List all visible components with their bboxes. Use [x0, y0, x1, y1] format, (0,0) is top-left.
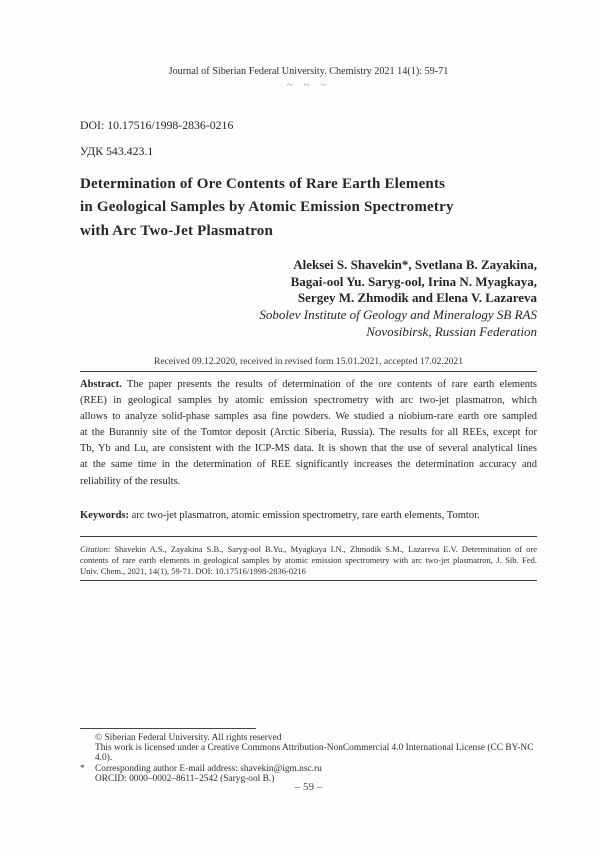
author-line: Aleksei S. Shavekin*, Svetlana B. Zayakina, — [293, 257, 537, 272]
keywords-line — [80, 508, 537, 524]
doi-line: DOI: 10.17516/1998-2836-0216 — [80, 118, 234, 132]
abstract-line — [80, 377, 537, 393]
paper-title-line: in Geological Samples by Atomic Emission Spectrometry — [80, 199, 454, 216]
abstract-text: The paper presents the results of determination of the ore contents of rare earth elements — [126, 379, 538, 390]
divider-line — [80, 580, 537, 581]
header-ornament: ~ ~ ~ — [286, 79, 331, 91]
license-line: This work is licensed under a Creative Commons Attribution-NonCommercial 4.0 International License (CC BY-NC 4.0). — [95, 743, 534, 764]
paper-title-line: Determination of Ore Contents of Rare Earth Elements — [80, 176, 446, 192]
affiliation-line: Novosibirsk, Russian Federation — [366, 323, 537, 339]
divider-line — [80, 536, 537, 537]
author-line: Bagai-ool Yu. Saryg-ool, Irina N. Myagkaya, — [290, 273, 537, 289]
paper-title — [80, 173, 537, 243]
citation-line — [80, 544, 537, 555]
orcid-line: ORCID: 0000–0002–8611–2542 (Saryg-ool B.) — [95, 773, 275, 784]
paper-title-line: with Arc Two-Jet Plasmatron — [80, 222, 274, 239]
abstract-label: Abstract. — [80, 379, 122, 390]
citation-line: contents of rare earth elements in geological samples by atomic emission spectrometry with arc two-jet plasmatron, J. Sib. Fed. — [80, 555, 537, 565]
author-line: Sergey M. Zhmodik and Elena V. Lazareva — [297, 290, 537, 306]
abstract-line: at the same time in the determination of REE significantly increases the determination accuracy and — [80, 459, 537, 471]
abstract-line: reliability of the results. — [80, 475, 181, 487]
corresponding-author-line — [80, 764, 537, 774]
abstract-line: allows to analyze solid-phase samples asa fine powders. We studied a niobium-rare earth ore sampled — [80, 411, 537, 423]
keywords-label: Keywords: — [80, 510, 129, 521]
udc-line: УДК 543.423.1 — [80, 144, 154, 158]
citation-line: Univ. Chem., 2021, 14(1), 59-71. DOI: 10.17516/1998-2836-0216 — [80, 566, 306, 576]
citation-label: Citation — [80, 544, 108, 554]
footnotes-block — [80, 733, 537, 784]
abstract-line: (REE) in geological samples by atomic emission spectrometry with arc two-jet plasmatron, which — [80, 395, 537, 407]
citation-text: : Shavekin A.S., Zayakina S.B., Saryg-ool B.Yu., Myagkaya I.N., Zhmodik S.M., Lazareva E.V. Determination of ore — [107, 544, 537, 554]
footnote-rule — [80, 728, 256, 729]
page-number: – 59 – — [294, 781, 323, 793]
abstract-line: Tb, Yb and Lu, are consistent with the ICP-MS data. It is shown that the use of several analytical lines — [80, 443, 537, 455]
abstract-section — [80, 377, 537, 490]
abstract-line: at the Buranniy site of the Tomtor deposit (Arctic Siberia, Russia). The results for all REEs, except for — [80, 427, 537, 439]
received-line: Received 09.12.2020, received in revised form 15.01.2021, accepted 17.02.2021 — [153, 356, 464, 367]
journal-header: Journal of Siberian Federal University. Chemistry 2021 14(1): 59-71 — [168, 66, 449, 77]
affiliation-line: Sobolev Institute of Geology and Mineralogy SB RAS — [259, 307, 537, 322]
authors-block — [80, 257, 537, 307]
divider-line — [80, 371, 537, 372]
corresponding-author-text: Corresponding author E-mail address: shavekin@igm.nsc.ru — [95, 763, 322, 774]
keywords-text: arc two-jet plasmatron, atomic emission spectrometry, rare earth elements, Tomtor. — [131, 510, 480, 521]
citation-block — [80, 544, 537, 577]
copyright-line: © Siberian Federal University. All rights reserved — [95, 733, 282, 743]
affiliation-block — [80, 307, 537, 340]
footnote-asterisk: * — [80, 763, 85, 774]
